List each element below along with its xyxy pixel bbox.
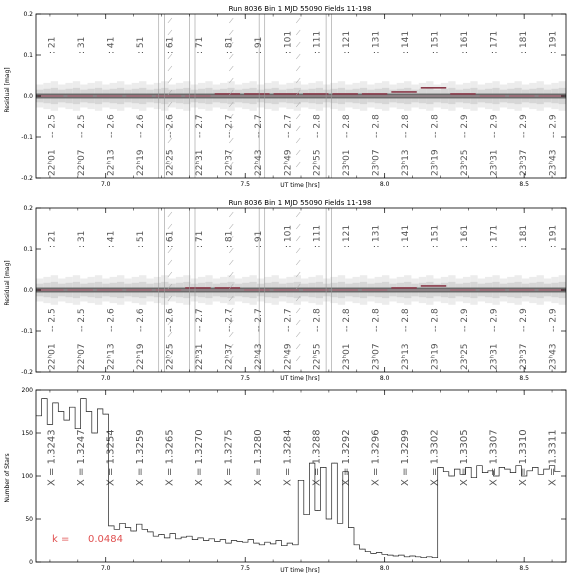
panel2-hatch bbox=[296, 248, 300, 253]
panel2-hatch bbox=[296, 236, 300, 241]
star-count-point bbox=[390, 555, 391, 556]
star-count-point bbox=[479, 465, 480, 466]
panel1-ytick-label: 0.0 bbox=[23, 93, 33, 100]
panel1-field-label: : 171 bbox=[489, 30, 500, 54]
panel2-xtick-label: 7.5 bbox=[240, 375, 250, 382]
panel2-airmass-label: -- 2.9 bbox=[489, 308, 500, 332]
panel1-time-label: 23ʰ31 bbox=[489, 149, 500, 176]
panel1-time-label: 22ʰ55 bbox=[312, 149, 323, 176]
panel2-field-label: : 91 bbox=[253, 230, 264, 248]
panel2-time-label: 23ʰ25 bbox=[459, 343, 470, 370]
panel2-hatch bbox=[296, 212, 300, 217]
star-count-point bbox=[83, 398, 84, 399]
airmass-x-label: X = 1.3305 bbox=[458, 429, 470, 486]
star-count-point bbox=[239, 541, 240, 542]
panel1-airmass-label: -- 2.6 bbox=[165, 114, 176, 138]
panel2-field-label: : 151 bbox=[430, 224, 441, 248]
star-count-point bbox=[418, 557, 419, 558]
panel1-time-label: 23ʰ01 bbox=[342, 149, 353, 176]
panel2-hatch bbox=[168, 260, 172, 265]
star-count-point bbox=[401, 555, 402, 556]
star-count-point bbox=[323, 467, 324, 468]
star-count-point bbox=[301, 480, 302, 481]
panel2-ylabel: Residual [mag] bbox=[4, 260, 11, 306]
star-count-point bbox=[250, 539, 251, 540]
panel1-time-label: 22ʰ49 bbox=[283, 149, 294, 176]
star-count-point bbox=[44, 398, 45, 399]
panel1-airmass-label: -- 2.8 bbox=[371, 114, 382, 138]
star-count-point bbox=[429, 557, 430, 558]
panel2-hatch bbox=[296, 260, 300, 265]
panel1-xlabel: UT time [hrs] bbox=[280, 182, 320, 189]
star-count-point bbox=[462, 474, 463, 475]
star-count-point bbox=[435, 557, 436, 558]
panel2-airmass-label: -- 2.9 bbox=[548, 308, 559, 332]
panel1-ylabel: Residual [mag] bbox=[4, 67, 11, 113]
star-count-point bbox=[379, 552, 380, 553]
panel1-hatch bbox=[296, 138, 300, 143]
panel1-airmass-label: -- 2.5 bbox=[77, 114, 88, 138]
star-count-point bbox=[407, 557, 408, 558]
star-count-point bbox=[351, 527, 352, 528]
panel2-field-label: : 171 bbox=[489, 224, 500, 248]
panel1-field-label: : 81 bbox=[224, 36, 235, 54]
panel3-xtick-label: 7.0 bbox=[100, 565, 111, 572]
panel2-airmass-label: -- 2.5 bbox=[47, 308, 58, 332]
panel1-field-label: : 71 bbox=[194, 36, 205, 54]
star-count-point bbox=[55, 403, 56, 404]
panel1-airmass-label: -- 2.9 bbox=[548, 114, 559, 138]
panel2-time-label: 22ʰ01 bbox=[47, 343, 58, 370]
panel2-field-label: : 141 bbox=[401, 224, 412, 248]
panel2-field-label: : 71 bbox=[194, 230, 205, 248]
panel2-xtick-label: 7.0 bbox=[100, 375, 111, 382]
star-count-point bbox=[356, 545, 357, 546]
panel1-airmass-label: -- 2.8 bbox=[430, 114, 441, 138]
panel3-ytick-label: 50 bbox=[25, 516, 33, 523]
star-count-point bbox=[111, 526, 112, 527]
panel3-ytick-label: 100 bbox=[21, 473, 33, 480]
panel1-airmass-label: -- 2.5 bbox=[47, 114, 58, 138]
panel1-hatch bbox=[296, 126, 300, 131]
star-count-point bbox=[317, 510, 318, 511]
panel1-hatch bbox=[168, 66, 172, 71]
panel2-hatch bbox=[229, 224, 233, 229]
panel1-hatch bbox=[168, 78, 172, 83]
panel1-field-label: : 21 bbox=[47, 36, 58, 54]
panel2-field-label: : 191 bbox=[548, 224, 559, 248]
panel2-time-label: 23ʰ01 bbox=[342, 343, 353, 370]
panel2-field-label: : 131 bbox=[371, 224, 382, 248]
airmass-x-label: X = 1.3302 bbox=[429, 429, 441, 486]
panel1-time-label: 22ʰ25 bbox=[165, 149, 176, 176]
panel1-xtick-label: 8.0 bbox=[379, 181, 390, 188]
panel1-airmass-label: -- 2.7 bbox=[194, 114, 205, 138]
star-count-point bbox=[284, 545, 285, 546]
panel2-hatch bbox=[296, 332, 300, 337]
star-count-point bbox=[345, 471, 346, 472]
panel1-time-label: 23ʰ43 bbox=[548, 149, 559, 176]
star-count-point bbox=[172, 533, 173, 534]
star-count-point bbox=[267, 542, 268, 543]
star-count-point bbox=[384, 554, 385, 555]
panel2-hatch bbox=[229, 212, 233, 217]
panel2-time-label: 23ʰ37 bbox=[518, 343, 529, 370]
star-count-point bbox=[94, 433, 95, 434]
panel2-ytick-label: 0.1 bbox=[23, 246, 33, 253]
star-count-point bbox=[295, 545, 296, 546]
star-count-point bbox=[61, 411, 62, 412]
panel1-airmass-label: -- 2.6 bbox=[106, 114, 117, 138]
panel2-airmass-label: -- 2.6 bbox=[106, 308, 117, 332]
panel1-ytick-label: -0.2 bbox=[21, 175, 33, 182]
star-count-point bbox=[195, 539, 196, 540]
star-count-point bbox=[167, 538, 168, 539]
panel2-ytick-label: -0.2 bbox=[21, 369, 33, 376]
panel3-ytick-label: 150 bbox=[21, 430, 33, 437]
panel2-xtick-label: 8.5 bbox=[519, 375, 529, 382]
panel1-field-label: : 151 bbox=[430, 30, 441, 54]
star-count-point bbox=[552, 465, 553, 466]
panel1-title: Run 8036 Bin 1 MJD 55090 Fields 11-198 bbox=[228, 5, 372, 13]
panel2-field-label: : 111 bbox=[312, 224, 323, 248]
panel3-xlabel: UT time [hrs] bbox=[280, 567, 320, 574]
star-count-point bbox=[457, 469, 458, 470]
panel1-xtick-label: 7.0 bbox=[100, 181, 111, 188]
panel2-field-label: : 121 bbox=[342, 224, 353, 248]
panel2-airmass-label: -- 2.8 bbox=[342, 308, 353, 332]
panel1-time-label: 22ʰ01 bbox=[47, 149, 58, 176]
star-count-point bbox=[128, 527, 129, 528]
star-count-point bbox=[178, 538, 179, 539]
star-count-point bbox=[200, 538, 201, 539]
panel1-field-label: : 181 bbox=[518, 30, 529, 54]
panel1-time-label: 22ʰ13 bbox=[106, 149, 117, 176]
panel1-time-label: 23ʰ13 bbox=[401, 149, 412, 176]
panel2-field-label: : 81 bbox=[224, 230, 235, 248]
panel1-field-label: : 121 bbox=[342, 30, 353, 54]
panel2-hatch bbox=[296, 308, 300, 313]
panel1-hatch bbox=[296, 42, 300, 47]
panel1-field-label: : 41 bbox=[106, 36, 117, 54]
panel2-field-label: : 41 bbox=[106, 230, 117, 248]
panel2-airmass-label: -- 2.8 bbox=[401, 308, 412, 332]
airmass-x-label: X = 1.3243 bbox=[46, 429, 58, 486]
panel2-time-label: 22ʰ37 bbox=[224, 343, 235, 370]
panel2-airmass-label: -- 2.8 bbox=[371, 308, 382, 332]
panel1-hatch bbox=[296, 114, 300, 119]
star-count-point bbox=[72, 407, 73, 408]
star-count-point bbox=[474, 477, 475, 478]
panel1-field-label: : 111 bbox=[312, 30, 323, 54]
panel2-airmass-label: -- 2.7 bbox=[224, 308, 235, 332]
star-count-point bbox=[245, 542, 246, 543]
panel2-time-label: 23ʰ07 bbox=[371, 343, 382, 370]
star-count-point bbox=[412, 556, 413, 557]
panel2-field-label: : 101 bbox=[283, 224, 294, 248]
panel3-xtick-label: 8.5 bbox=[519, 565, 529, 572]
panel1-time-label: 22ʰ31 bbox=[194, 149, 205, 176]
star-count-point bbox=[524, 476, 525, 477]
panel2-hatch bbox=[168, 224, 172, 229]
panel1-hatch bbox=[296, 66, 300, 71]
panel2-hatch bbox=[296, 320, 300, 325]
panel2-time-label: 23ʰ43 bbox=[548, 343, 559, 370]
panel2-airmass-label: -- 2.6 bbox=[165, 308, 176, 332]
panel1-field-label: : 51 bbox=[136, 36, 147, 54]
panel2-hatch bbox=[296, 344, 300, 349]
star-count-point bbox=[156, 536, 157, 537]
panel2-xtick-label: 8.0 bbox=[379, 375, 390, 382]
airmass-x-label: X = 1.3311 bbox=[547, 429, 559, 486]
star-count-point bbox=[78, 428, 79, 429]
panel1-time-label: 22ʰ19 bbox=[136, 149, 147, 176]
star-count-point bbox=[329, 519, 330, 520]
star-count-point bbox=[223, 539, 224, 540]
star-count-point bbox=[490, 471, 491, 472]
panel1-field-label: : 101 bbox=[283, 30, 294, 54]
panel1-time-label: 23ʰ19 bbox=[430, 149, 441, 176]
panel1-hatch bbox=[168, 30, 172, 35]
panel2-xlabel: UT time [hrs] bbox=[280, 375, 320, 382]
star-count-panel bbox=[4, 387, 566, 574]
panel1-xtick-label: 7.5 bbox=[240, 181, 250, 188]
panel2-field-label: : 31 bbox=[77, 230, 88, 248]
star-count-point bbox=[546, 469, 547, 470]
star-count-point bbox=[161, 534, 162, 535]
star-count-point bbox=[362, 549, 363, 550]
panel2-airmass-label: -- 2.9 bbox=[459, 308, 470, 332]
panel2-field-label: : 61 bbox=[165, 230, 176, 248]
panel2-field-label: : 181 bbox=[518, 224, 529, 248]
panel1-airmass-label: -- 2.9 bbox=[459, 114, 470, 138]
panel2-time-label: 22ʰ31 bbox=[194, 343, 205, 370]
star-count-point bbox=[211, 538, 212, 539]
star-count-point bbox=[117, 529, 118, 530]
panel1-ytick-label: -0.1 bbox=[21, 134, 33, 141]
panel1-time-label: 22ʰ07 bbox=[77, 149, 88, 176]
star-count-point bbox=[535, 467, 536, 468]
panel1-field-label: : 91 bbox=[253, 36, 264, 54]
star-count-point bbox=[184, 537, 185, 538]
panel2-time-label: 22ʰ55 bbox=[312, 343, 323, 370]
panel1-field-label: : 131 bbox=[371, 30, 382, 54]
airmass-x-label: X = 1.3247 bbox=[76, 429, 88, 486]
panel1-hatch bbox=[296, 30, 300, 35]
star-count-point bbox=[122, 523, 123, 524]
panel3-ytick-label: 0 bbox=[29, 559, 33, 566]
panel1-field-label: : 191 bbox=[548, 30, 559, 54]
panel2-ytick-label: -0.1 bbox=[21, 328, 33, 335]
star-count-point bbox=[89, 411, 90, 412]
star-count-point bbox=[468, 467, 469, 468]
star-count-point bbox=[340, 523, 341, 524]
panel1-airmass-label: -- 2.6 bbox=[136, 114, 147, 138]
star-count-point bbox=[513, 472, 514, 473]
residual-panel-1 bbox=[4, 5, 566, 189]
panel2-time-label: 22ʰ43 bbox=[253, 343, 264, 370]
panel1-time-label: 23ʰ37 bbox=[518, 149, 529, 176]
panel1-hatch bbox=[229, 30, 233, 35]
panel2-time-label: 22ʰ13 bbox=[106, 343, 117, 370]
panel2-time-label: 23ʰ19 bbox=[430, 343, 441, 370]
panel1-airmass-label: -- 2.7 bbox=[253, 114, 264, 138]
star-count-point bbox=[139, 524, 140, 525]
panel1-hatch bbox=[168, 18, 172, 23]
panel2-airmass-label: -- 2.8 bbox=[312, 308, 323, 332]
panel2-hatch bbox=[296, 224, 300, 229]
star-count-point bbox=[502, 467, 503, 468]
airmass-x-label: X = 1.3280 bbox=[252, 429, 264, 486]
star-count-point bbox=[278, 540, 279, 541]
panel2-field-label: : 161 bbox=[459, 224, 470, 248]
panel1-hatch bbox=[229, 18, 233, 23]
star-count-point bbox=[507, 469, 508, 470]
star-count-point bbox=[451, 476, 452, 477]
panel1-time-label: 22ʰ43 bbox=[253, 149, 264, 176]
k-value: 0.0484 bbox=[88, 534, 123, 545]
airmass-x-label: X = 1.3292 bbox=[341, 429, 353, 486]
airmass-x-label: X = 1.3259 bbox=[135, 429, 147, 486]
panel1-airmass-label: -- 2.8 bbox=[342, 114, 353, 138]
panel1-airmass-label: -- 2.7 bbox=[224, 114, 235, 138]
airmass-x-label: X = 1.3296 bbox=[370, 429, 382, 486]
airmass-x-label: X = 1.3265 bbox=[164, 429, 176, 486]
panel1-hatch bbox=[229, 66, 233, 71]
star-count-point bbox=[290, 543, 291, 544]
star-count-point bbox=[373, 553, 374, 554]
panel1-time-label: 23ʰ25 bbox=[459, 149, 470, 176]
panel1-airmass-label: -- 2.9 bbox=[489, 114, 500, 138]
star-count-point bbox=[541, 474, 542, 475]
panel1-ytick-label: 0.2 bbox=[23, 11, 33, 18]
star-count-point bbox=[144, 529, 145, 530]
airmass-x-label: X = 1.3310 bbox=[517, 429, 529, 486]
panel1-hatch bbox=[296, 150, 300, 155]
star-count-point bbox=[273, 544, 274, 545]
panel3-xtick-label: 8.0 bbox=[379, 565, 390, 572]
airmass-x-label: X = 1.3275 bbox=[223, 429, 235, 486]
panel2-time-label: 23ʰ31 bbox=[489, 343, 500, 370]
airmass-x-label: X = 1.3284 bbox=[282, 429, 294, 486]
panel1-time-label: 22ʰ37 bbox=[224, 149, 235, 176]
star-count-point bbox=[262, 545, 263, 546]
panel2-time-label: 23ʰ13 bbox=[401, 343, 412, 370]
star-count-point bbox=[312, 463, 313, 464]
star-count-point bbox=[217, 541, 218, 542]
panel2-airmass-label: -- 2.6 bbox=[136, 308, 147, 332]
k-label: k = bbox=[52, 534, 70, 545]
panel2-hatch bbox=[168, 272, 172, 277]
star-count-point bbox=[334, 463, 335, 464]
panel3-ylabel: Number of Stars bbox=[4, 453, 11, 503]
star-count-point bbox=[256, 543, 257, 544]
panel2-hatch bbox=[168, 212, 172, 217]
panel2-field-label: : 51 bbox=[136, 230, 147, 248]
panel2-time-label: 22ʰ07 bbox=[77, 343, 88, 370]
airmass-x-label: X = 1.3270 bbox=[193, 429, 205, 486]
star-count-point bbox=[446, 471, 447, 472]
star-count-point bbox=[496, 476, 497, 477]
panel1-airmass-label: -- 2.9 bbox=[518, 114, 529, 138]
star-count-point bbox=[485, 472, 486, 473]
panel2-ytick-label: 0.0 bbox=[23, 287, 33, 294]
panel1-airmass-label: -- 2.7 bbox=[283, 114, 294, 138]
panel2-airmass-label: -- 2.5 bbox=[77, 308, 88, 332]
star-count-point bbox=[234, 540, 235, 541]
star-count-point bbox=[518, 465, 519, 466]
panel2-airmass-label: -- 2.7 bbox=[283, 308, 294, 332]
panel1-ytick-label: 0.1 bbox=[23, 52, 33, 59]
star-count-point bbox=[557, 471, 558, 472]
panel2-time-label: 22ʰ49 bbox=[283, 343, 294, 370]
panel1-time-label: 23ʰ07 bbox=[371, 149, 382, 176]
panel1-hatch bbox=[296, 54, 300, 59]
star-count-point bbox=[529, 471, 530, 472]
panel2-airmass-label: -- 2.7 bbox=[253, 308, 264, 332]
panel2-field-label: : 21 bbox=[47, 230, 58, 248]
star-count-point bbox=[396, 556, 397, 557]
panel1-field-label: : 141 bbox=[401, 30, 412, 54]
star-count-point bbox=[206, 540, 207, 541]
airmass-x-label: X = 1.3254 bbox=[105, 429, 117, 486]
star-count-point bbox=[38, 416, 39, 417]
star-count-point bbox=[189, 536, 190, 537]
star-count-point bbox=[66, 420, 67, 421]
panel1-xtick-label: 8.5 bbox=[519, 181, 529, 188]
panel1-airmass-label: -- 2.8 bbox=[401, 114, 412, 138]
panel1-airmass-label: -- 2.8 bbox=[312, 114, 323, 138]
star-count-point bbox=[368, 551, 369, 552]
panel1-hatch bbox=[296, 162, 300, 167]
star-count-point bbox=[50, 424, 51, 425]
panel2-ytick-label: 0.2 bbox=[23, 205, 33, 212]
star-count-point bbox=[228, 543, 229, 544]
star-count-point bbox=[150, 532, 151, 533]
star-count-point bbox=[133, 531, 134, 532]
panel1-hatch bbox=[296, 18, 300, 23]
panel2-time-label: 22ʰ19 bbox=[136, 343, 147, 370]
residual-panel-2 bbox=[4, 199, 566, 382]
panel1-field-label: : 161 bbox=[459, 30, 470, 54]
airmass-x-label: X = 1.3307 bbox=[488, 429, 500, 486]
panel1-field-label: : 31 bbox=[77, 36, 88, 54]
panel2-airmass-label: -- 2.9 bbox=[518, 308, 529, 332]
panel1-field-label: : 61 bbox=[165, 36, 176, 54]
star-count-point bbox=[440, 467, 441, 468]
airmass-x-label: X = 1.3299 bbox=[400, 429, 412, 486]
panel3-ytick-label: 200 bbox=[21, 387, 33, 394]
star-count-point bbox=[306, 514, 307, 515]
panel2-airmass-label: -- 2.7 bbox=[194, 308, 205, 332]
star-count-point bbox=[100, 409, 101, 410]
panel2-airmass-label: -- 2.8 bbox=[430, 308, 441, 332]
star-count-point bbox=[105, 414, 106, 415]
panel2-hatch bbox=[296, 356, 300, 361]
star-count-point bbox=[423, 557, 424, 558]
panel2-title: Run 8036 Bin 1 MJD 55090 Fields 11-198 bbox=[228, 199, 372, 207]
panel3-xtick-label: 7.5 bbox=[240, 565, 250, 572]
panel2-time-label: 22ʰ25 bbox=[165, 343, 176, 370]
airmass-x-label: X = 1.3288 bbox=[311, 429, 323, 486]
panel2-hatch bbox=[229, 260, 233, 265]
